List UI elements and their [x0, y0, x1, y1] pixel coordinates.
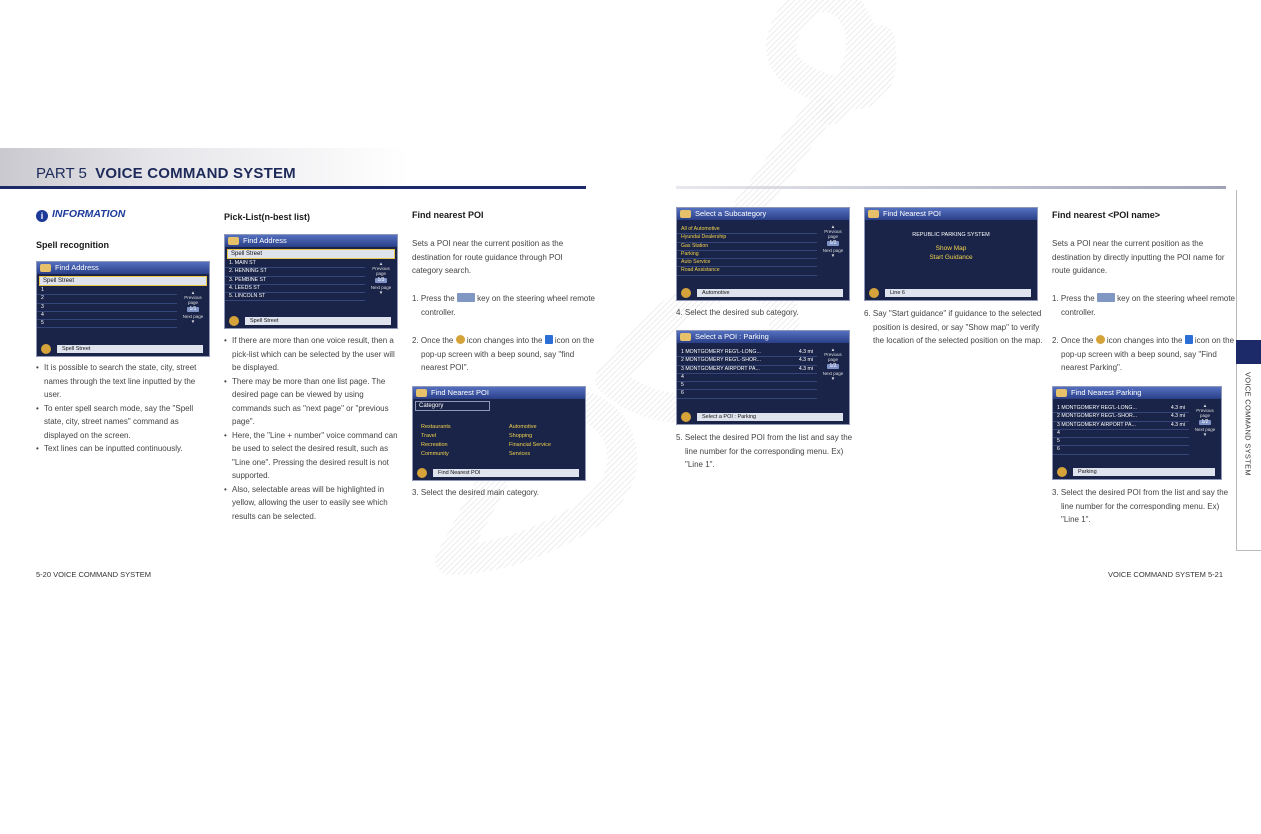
screen-title: Find Nearest POI — [865, 208, 1037, 220]
information-heading — [36, 208, 125, 222]
list-item: Parking — [677, 251, 817, 259]
poi-distance: 4.3 mi — [1170, 413, 1185, 420]
bullet-item: • There may be more than one list page. The desired page can be viewed by using commands such as "next page" or "previous page". — [224, 375, 398, 429]
poi-name: 6 — [1057, 446, 1060, 453]
col6-intro: Sets a POI near the current position as the destination by directly inputting the POI name for route guidance. — [1052, 239, 1225, 275]
bullet-item: • If there are more than one voice result, then a pick-list which can be selected by the user will be displayed. — [224, 334, 398, 375]
table-row — [677, 390, 817, 398]
category-label: Category — [415, 401, 490, 411]
list-item: 4 — [37, 312, 177, 320]
list-item: 1 — [37, 287, 177, 295]
table-row — [1053, 430, 1189, 438]
next-page-label: Next page — [1194, 427, 1216, 432]
category-item: Recreation — [421, 442, 448, 448]
col6-step3: 3. Select the desired POI from the list and say the line number for the corresponding menu. Ex) "Line 1". — [1052, 488, 1229, 524]
poi-distance: 4.3 mi — [1170, 405, 1185, 411]
footer-text: Automotive — [697, 289, 843, 297]
step-text: icon changes into the — [1106, 336, 1183, 345]
col1-bullets — [36, 361, 210, 456]
voice-icon — [417, 468, 427, 478]
pager: ▲ Previous page 1/2 Next page ▼ — [1192, 403, 1218, 437]
find-nearest-poi-result-screen — [864, 207, 1038, 301]
voice-icon — [1057, 467, 1067, 477]
bullet-item: • It is possible to search the state, city, street names through the text line inputted by the user. — [36, 361, 210, 402]
find-nearest-poi-screen — [412, 386, 586, 481]
poi-place-name: REPUBLIC PARKING SYSTEM — [912, 232, 990, 238]
spell-street-field: Spell Street — [39, 276, 207, 286]
previous-page-label: Previous page — [1196, 408, 1214, 418]
next-page-label: Next page — [370, 285, 392, 290]
step-text: key on the steering wheel remote controller. — [421, 294, 595, 317]
voice-icon — [869, 288, 879, 298]
col6-step2 — [1052, 334, 1235, 375]
page-indicator: 1/3 — [375, 278, 388, 283]
list-item: Hyundai Dealership — [677, 234, 817, 242]
part-label: PART 5 — [36, 165, 87, 182]
category-item: Financial Service — [509, 442, 551, 448]
find-address-screen-2 — [224, 234, 398, 329]
footer-text: Line 6 — [885, 289, 1031, 297]
step-text: 1. Press the — [1052, 294, 1095, 303]
list-item: 2. HENNING ST — [225, 268, 365, 276]
list-item: 2 — [37, 295, 177, 303]
table-row — [677, 374, 817, 382]
select-poi-parking-screen — [676, 330, 850, 425]
col6-step1 — [1052, 292, 1235, 319]
poi-distance: 4.3 mi — [798, 357, 813, 364]
screen-title: Select a Subcategory — [677, 208, 849, 220]
pager: ▲ Previous page 1/3 Next page ▼ — [368, 261, 394, 295]
table-row — [677, 349, 817, 357]
list-item: 3 — [37, 304, 177, 312]
option-start-guidance: Start Guidance — [929, 254, 973, 261]
category-list-right — [509, 423, 551, 459]
screen-footer — [867, 288, 1035, 298]
information-icon: i — [36, 210, 48, 222]
list-item: 4. LEEDS ST — [225, 285, 365, 293]
step-text: icon on the pop-up screen with a beep sound, say "Find nearest Parking". — [1061, 336, 1235, 372]
col3-step1 — [412, 292, 595, 319]
table-row — [1053, 438, 1189, 446]
bullet-item: • To enter spell search mode, say the "Spell state, city, street names" command as displayed on the screen. — [36, 402, 210, 443]
microphone-icon — [1096, 335, 1105, 344]
list-item: 5. LINCOLN ST — [225, 293, 365, 301]
list-item: Road Assistance — [677, 267, 817, 275]
voice-icon — [229, 316, 239, 326]
voice-key-icon — [457, 293, 475, 302]
chapter-tab-label — [1232, 372, 1261, 562]
table-row — [677, 382, 817, 390]
page-footer-left: 5-20 VOICE COMMAND SYSTEM — [36, 570, 152, 579]
poi-list — [1053, 405, 1189, 455]
list-item: 5 — [37, 320, 177, 328]
screen-footer — [679, 412, 847, 422]
find-nearest-poi-heading: Find nearest POI — [412, 210, 484, 220]
spell-recognition-heading: Spell recognition — [36, 240, 110, 250]
screen-title: Find Nearest POI — [413, 387, 585, 399]
previous-page-label: Previous page — [184, 295, 202, 305]
page-indicator: 1/1 — [187, 307, 200, 312]
category-item: Restaurants — [421, 424, 451, 430]
list-item: 1. MAIN ST — [225, 260, 365, 268]
pager: ▲ Previous page 1/1 Next page ▼ — [180, 290, 206, 324]
screen-footer — [227, 316, 395, 326]
screen-title: Find Address — [37, 262, 209, 274]
pager: ▲ Previous page 1/2 Next page ▼ — [820, 347, 846, 381]
screen-title: Find Nearest Parking — [1053, 387, 1221, 399]
header-rule-right — [676, 186, 1226, 189]
category-item: Services — [509, 451, 531, 457]
poi-name: 4 — [681, 373, 684, 380]
table-row — [1053, 422, 1189, 430]
voice-icon — [681, 288, 691, 298]
screen-footer — [679, 288, 847, 298]
footer-text: Spell Street — [57, 345, 203, 353]
next-page-label: Next page — [182, 314, 204, 319]
col4-step5: 5. Select the desired POI from the list and say the line number for the corresponding menu. Ex) "Line 1". — [676, 433, 853, 469]
step-text: 2. Once the — [1052, 336, 1094, 345]
step-text: 2. Once the — [412, 336, 454, 345]
find-nearest-poi-name-heading: Find nearest <POI name> — [1052, 210, 1161, 220]
chapter-tab-marker — [1236, 340, 1261, 364]
col3-step3: 3. Select the desired main category. — [412, 488, 540, 497]
poi-name: 2 MONTGOMERY REG'L-SHOR... — [1057, 413, 1138, 420]
poi-name: 5 — [1057, 438, 1060, 445]
bullet-item: • Text lines can be inputted continuously. — [36, 442, 210, 456]
step-text: icon on the pop-up screen with a beep sound, say "find nearest POI". — [421, 336, 595, 372]
previous-page-label: Previous page — [824, 352, 842, 362]
footer-text: Parking — [1073, 468, 1215, 476]
poi-name: 3 MONTGOMERY AIRPORT PA... — [681, 365, 760, 372]
screen-title: Find Address — [225, 235, 397, 247]
col2-bullets — [224, 334, 398, 523]
list-item: Auto Service — [677, 259, 817, 267]
select-subcategory-screen — [676, 207, 850, 301]
page-footer-right: VOICE COMMAND SYSTEM 5-21 — [1108, 570, 1224, 579]
poi-name: 5 — [681, 382, 684, 389]
category-item: Automotive — [509, 424, 537, 430]
table-row — [1053, 405, 1189, 413]
previous-page-label: Previous page — [824, 229, 842, 239]
list-item: Gas Station — [677, 243, 817, 251]
listening-icon — [1185, 335, 1193, 344]
voice-key-icon — [1097, 293, 1115, 302]
spell-street-field: Spell Street — [227, 249, 395, 259]
chapter-tab-text: VOICE COMMAND SYSTEM — [1243, 372, 1253, 476]
table-row — [1053, 446, 1189, 454]
footer-text: Spell Street — [245, 317, 391, 325]
footer-text: Select a POI : Parking — [697, 413, 843, 421]
poi-name: 6 — [681, 390, 684, 397]
category-list-left — [421, 423, 451, 459]
voice-icon — [681, 412, 691, 422]
col4-step4: 4. Select the desired sub category. — [676, 308, 799, 317]
col3-step2 — [412, 334, 595, 375]
next-page-label: Next page — [822, 371, 844, 376]
table-row — [1053, 413, 1189, 421]
screen-title: Select a POI : Parking — [677, 331, 849, 343]
screen-footer — [1055, 467, 1219, 477]
listening-icon — [545, 335, 553, 344]
find-address-screen-1 — [36, 261, 210, 357]
information-label: INFORMATION — [52, 208, 126, 220]
page-indicator: 1/2 — [827, 241, 840, 246]
poi-name: 1 MONTGOMERY REG'L-LONG... — [1057, 405, 1137, 411]
category-item: Travel — [421, 433, 437, 439]
poi-name: 2 MONTGOMERY REG'L-SHOR... — [681, 357, 762, 364]
poi-name: 4 — [1057, 429, 1060, 436]
bullet-item: • Here, the "Line + number" voice command can be used to select the desired result, such as "Line one". Pressing the desired result is not supported. — [224, 429, 398, 483]
section-title: VOICE COMMAND SYSTEM — [95, 165, 296, 182]
voice-icon — [41, 344, 51, 354]
col3-intro: Sets a POI near the current position as the destination for route guidance through POI category search. — [412, 239, 564, 275]
step-text: 1. Press the — [412, 294, 455, 303]
page-title — [36, 165, 296, 182]
pick-list-heading: Pick-List(n-best list) — [224, 212, 311, 222]
category-item: Shopping — [509, 433, 533, 439]
category-item: Community — [421, 451, 449, 457]
pager: ▲ Previous page 1/2 Next page ▼ — [820, 224, 846, 258]
poi-distance: 4.3 mi — [798, 365, 813, 372]
find-nearest-parking-screen — [1052, 386, 1222, 480]
header-rule-left — [0, 186, 586, 189]
screen-footer — [39, 344, 207, 354]
microphone-icon — [456, 335, 465, 344]
page-indicator: 1/2 — [1199, 420, 1212, 425]
page-indicator: 1/2 — [827, 364, 840, 369]
footer-text: Find Nearest POI — [433, 469, 579, 477]
step-text: icon changes into the — [466, 336, 543, 345]
next-page-label: Next page — [822, 248, 844, 253]
previous-page-label: Previous page — [372, 266, 390, 276]
table-row — [677, 366, 817, 374]
option-show-map: Show Map — [935, 245, 967, 252]
bullet-item: • Also, selectable areas will be highlighted in yellow, allowing the user to easily see which results can be selected. — [224, 483, 398, 524]
poi-distance: 4.3 mi — [1170, 421, 1185, 428]
step-text: key on the steering wheel remote controller. — [1061, 294, 1235, 317]
list-item: All of Automotive — [677, 226, 817, 234]
screen-footer — [415, 468, 583, 478]
poi-name: 1 MONTGOMERY REG'L-LONG... — [681, 349, 761, 355]
poi-name: 3 MONTGOMERY AIRPORT PA... — [1057, 421, 1136, 428]
poi-list — [677, 349, 817, 399]
list-item: 3. PEMBINE ST — [225, 277, 365, 285]
col5-step6: 6. Say "Start guidance" if guidance to the selected position is desired, or say "Show map" to verify the location of the selected position on the map. — [864, 309, 1043, 345]
poi-distance: 4.3 mi — [798, 349, 813, 355]
table-row — [677, 357, 817, 365]
